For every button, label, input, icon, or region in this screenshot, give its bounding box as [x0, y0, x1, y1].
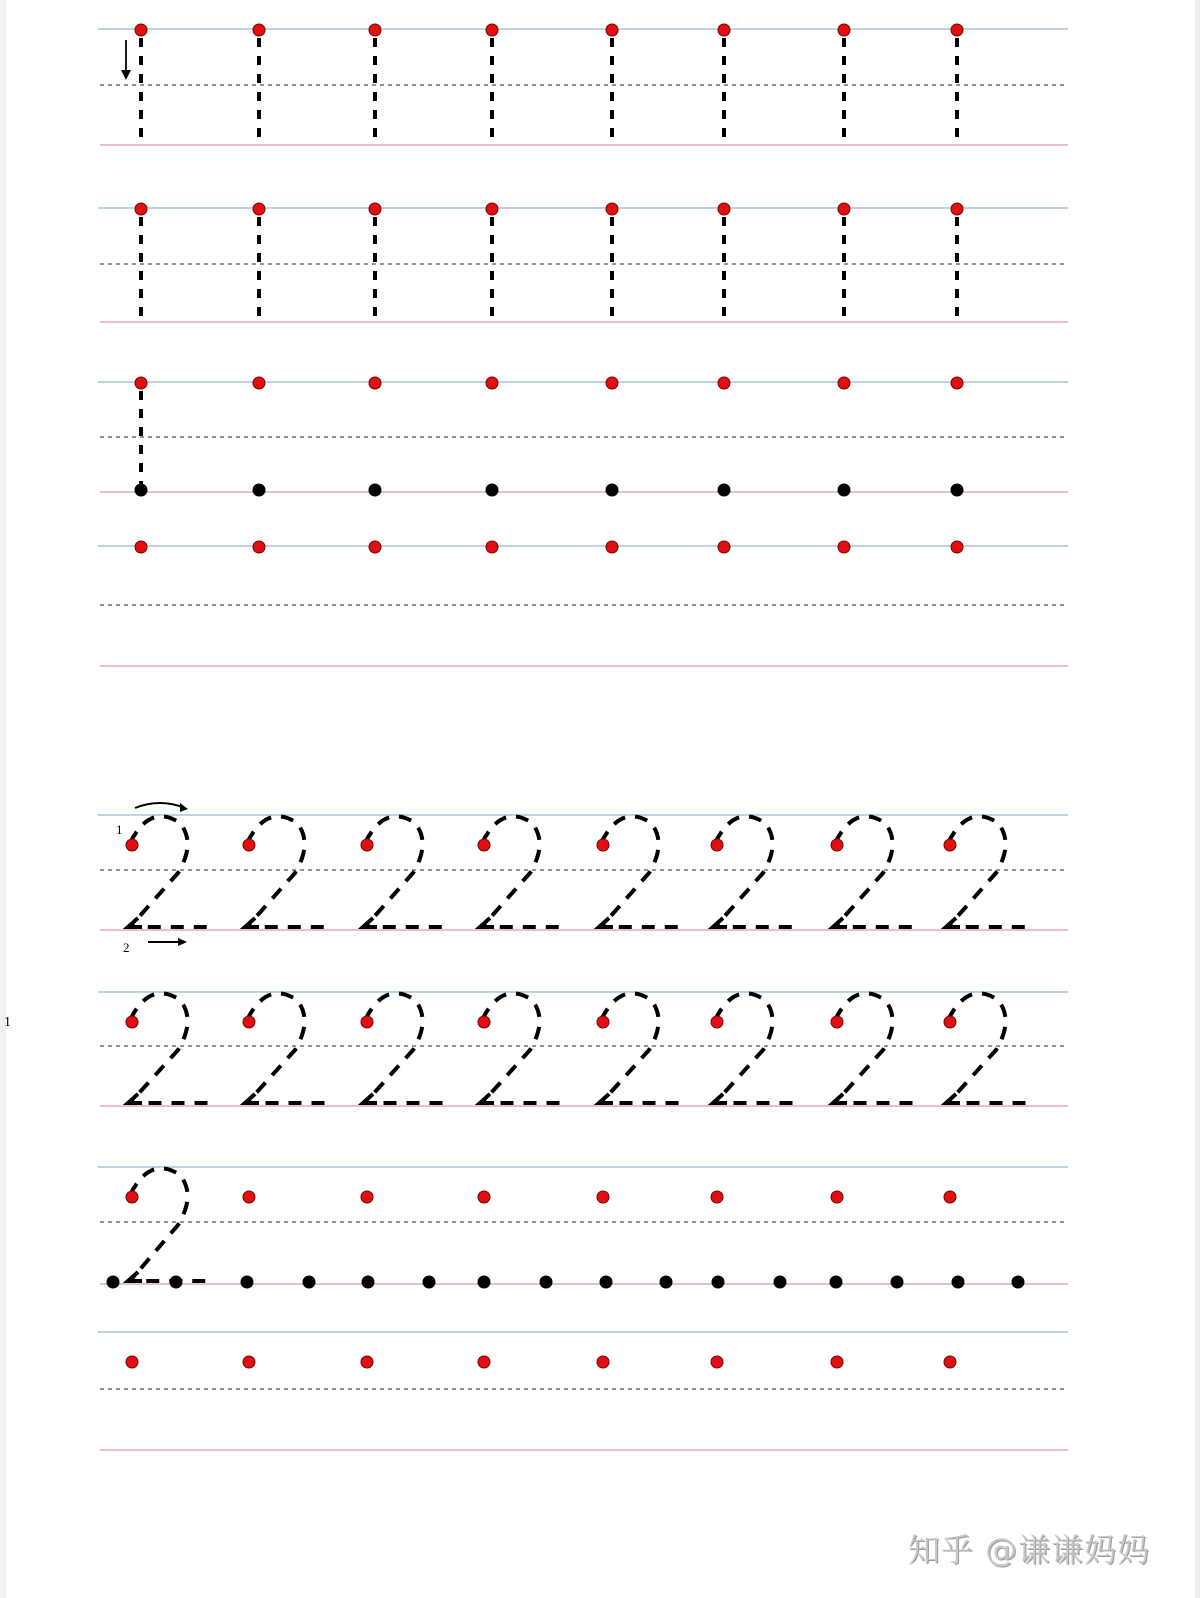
digit-two-trace: [835, 816, 913, 927]
digit-two-trace: [247, 993, 325, 1103]
start-dot: [369, 24, 381, 36]
start-dot: [831, 839, 843, 851]
start-dot: [597, 1191, 609, 1203]
start-dot: [718, 541, 730, 553]
guide-dot: [253, 484, 266, 497]
start-dot: [253, 541, 265, 553]
guide-dot: [951, 484, 964, 497]
start-dot: [478, 839, 490, 851]
digit-two-arrowhead: [245, 918, 259, 927]
start-dot: [478, 1191, 490, 1203]
digit-two-arrowhead: [599, 918, 613, 927]
guide-dot: [540, 1276, 553, 1289]
curved-arrow-icon: [180, 803, 188, 812]
start-dot: [126, 1356, 138, 1368]
guide-dot: [303, 1276, 316, 1289]
start-dot: [486, 377, 498, 389]
guide-dot: [369, 484, 382, 497]
start-dot: [951, 24, 963, 36]
start-dot: [369, 377, 381, 389]
guide-dot: [170, 1276, 183, 1289]
digit-two-trace: [482, 816, 560, 927]
start-dot: [718, 24, 730, 36]
start-dot: [486, 541, 498, 553]
start-dot: [838, 24, 850, 36]
guide-dot: [107, 1276, 120, 1289]
digit-two-trace: [835, 993, 913, 1103]
guide-dot: [952, 1276, 965, 1289]
curved-arrow-icon: [135, 803, 185, 808]
guide-dot: [838, 484, 851, 497]
start-dot: [944, 1356, 956, 1368]
start-dot: [243, 1016, 255, 1028]
digit-two-arrowhead: [128, 918, 142, 927]
guide-dot: [891, 1276, 904, 1289]
guide-dot: [423, 1276, 436, 1289]
start-dot: [361, 1356, 373, 1368]
start-dot: [135, 24, 147, 36]
digit-two-arrowhead: [599, 1094, 613, 1103]
digit-two-arrowhead: [713, 1094, 727, 1103]
start-dot: [944, 1191, 956, 1203]
start-dot: [486, 203, 498, 215]
start-dot: [944, 839, 956, 851]
guide-dot: [606, 484, 619, 497]
digit-two-arrowhead: [363, 918, 377, 927]
digit-two-trace: [601, 993, 679, 1103]
start-dot: [718, 377, 730, 389]
start-dot: [478, 1356, 490, 1368]
guide-dot: [1012, 1276, 1025, 1289]
start-dot: [711, 1356, 723, 1368]
stroke-label-2: 2: [123, 940, 130, 955]
guide-dot: [600, 1276, 613, 1289]
start-dot: [486, 24, 498, 36]
start-dot: [711, 1016, 723, 1028]
guide-dot: [660, 1276, 673, 1289]
digit-two-arrowhead: [480, 1094, 494, 1103]
watermark: 知乎 @谦谦妈妈: [908, 1531, 1151, 1569]
start-dot: [253, 24, 265, 36]
digit-two-arrowhead: [128, 1272, 142, 1281]
start-dot: [711, 1191, 723, 1203]
digit-two-arrowhead: [833, 918, 847, 927]
start-dot: [838, 541, 850, 553]
start-dot: [606, 203, 618, 215]
start-dot: [951, 541, 963, 553]
start-dot: [711, 839, 723, 851]
stroke-label-1: 1: [116, 822, 123, 837]
start-dot: [253, 203, 265, 215]
start-dot: [361, 1191, 373, 1203]
start-dot: [597, 839, 609, 851]
start-dot: [597, 1016, 609, 1028]
start-dot: [951, 203, 963, 215]
start-dot: [606, 377, 618, 389]
margin-number: 1: [4, 1015, 11, 1030]
digit-two-arrowhead: [946, 918, 960, 927]
start-dot: [243, 1356, 255, 1368]
start-dot: [838, 203, 850, 215]
digit-two-trace: [715, 993, 793, 1103]
digit-two-arrowhead: [713, 918, 727, 927]
digit-two-trace: [715, 816, 793, 927]
start-dot: [478, 1016, 490, 1028]
start-dot: [831, 1356, 843, 1368]
digit-two-arrowhead: [833, 1094, 847, 1103]
start-dot: [369, 203, 381, 215]
down-arrow-icon: [121, 70, 131, 80]
start-dot: [126, 1016, 138, 1028]
digit-two-trace: [130, 816, 208, 927]
start-dot: [243, 839, 255, 851]
start-dot: [135, 377, 147, 389]
guide-dot: [478, 1276, 491, 1289]
start-dot: [606, 24, 618, 36]
digit-two-trace: [948, 993, 1026, 1103]
digit-two-arrowhead: [363, 1094, 377, 1103]
guide-dot: [486, 484, 499, 497]
guide-dot: [830, 1276, 843, 1289]
digit-two-arrowhead: [245, 1094, 259, 1103]
start-dot: [718, 203, 730, 215]
guide-dot: [362, 1276, 375, 1289]
start-dot: [831, 1191, 843, 1203]
start-dot: [831, 1016, 843, 1028]
start-dot: [361, 1016, 373, 1028]
guide-dot: [718, 484, 731, 497]
digit-two-trace: [482, 993, 560, 1103]
start-dot: [944, 1016, 956, 1028]
start-dot: [243, 1191, 255, 1203]
digit-two-trace: [948, 816, 1026, 927]
start-dot: [369, 541, 381, 553]
digit-two-trace: [247, 816, 325, 927]
digit-two-arrowhead: [128, 1094, 142, 1103]
digit-two-arrowhead: [946, 1094, 960, 1103]
start-dot: [951, 377, 963, 389]
start-dot: [597, 1356, 609, 1368]
digit-two-arrowhead: [480, 918, 494, 927]
digit-two-trace: [365, 993, 443, 1103]
start-dot: [253, 377, 265, 389]
guide-dot: [241, 1276, 254, 1289]
start-dot: [126, 1191, 138, 1203]
guide-dot: [774, 1276, 787, 1289]
start-dot: [135, 541, 147, 553]
start-dot: [361, 839, 373, 851]
digit-two-trace: [130, 1168, 208, 1281]
digit-two-trace: [601, 816, 679, 927]
digit-two-trace: [130, 993, 208, 1103]
start-dot: [135, 203, 147, 215]
start-dot: [606, 541, 618, 553]
guide-dot: [712, 1276, 725, 1289]
digit-two-trace: [365, 816, 443, 927]
right-arrow-icon: [178, 938, 187, 946]
start-dot: [126, 839, 138, 851]
guide-dot: [135, 484, 148, 497]
start-dot: [838, 377, 850, 389]
